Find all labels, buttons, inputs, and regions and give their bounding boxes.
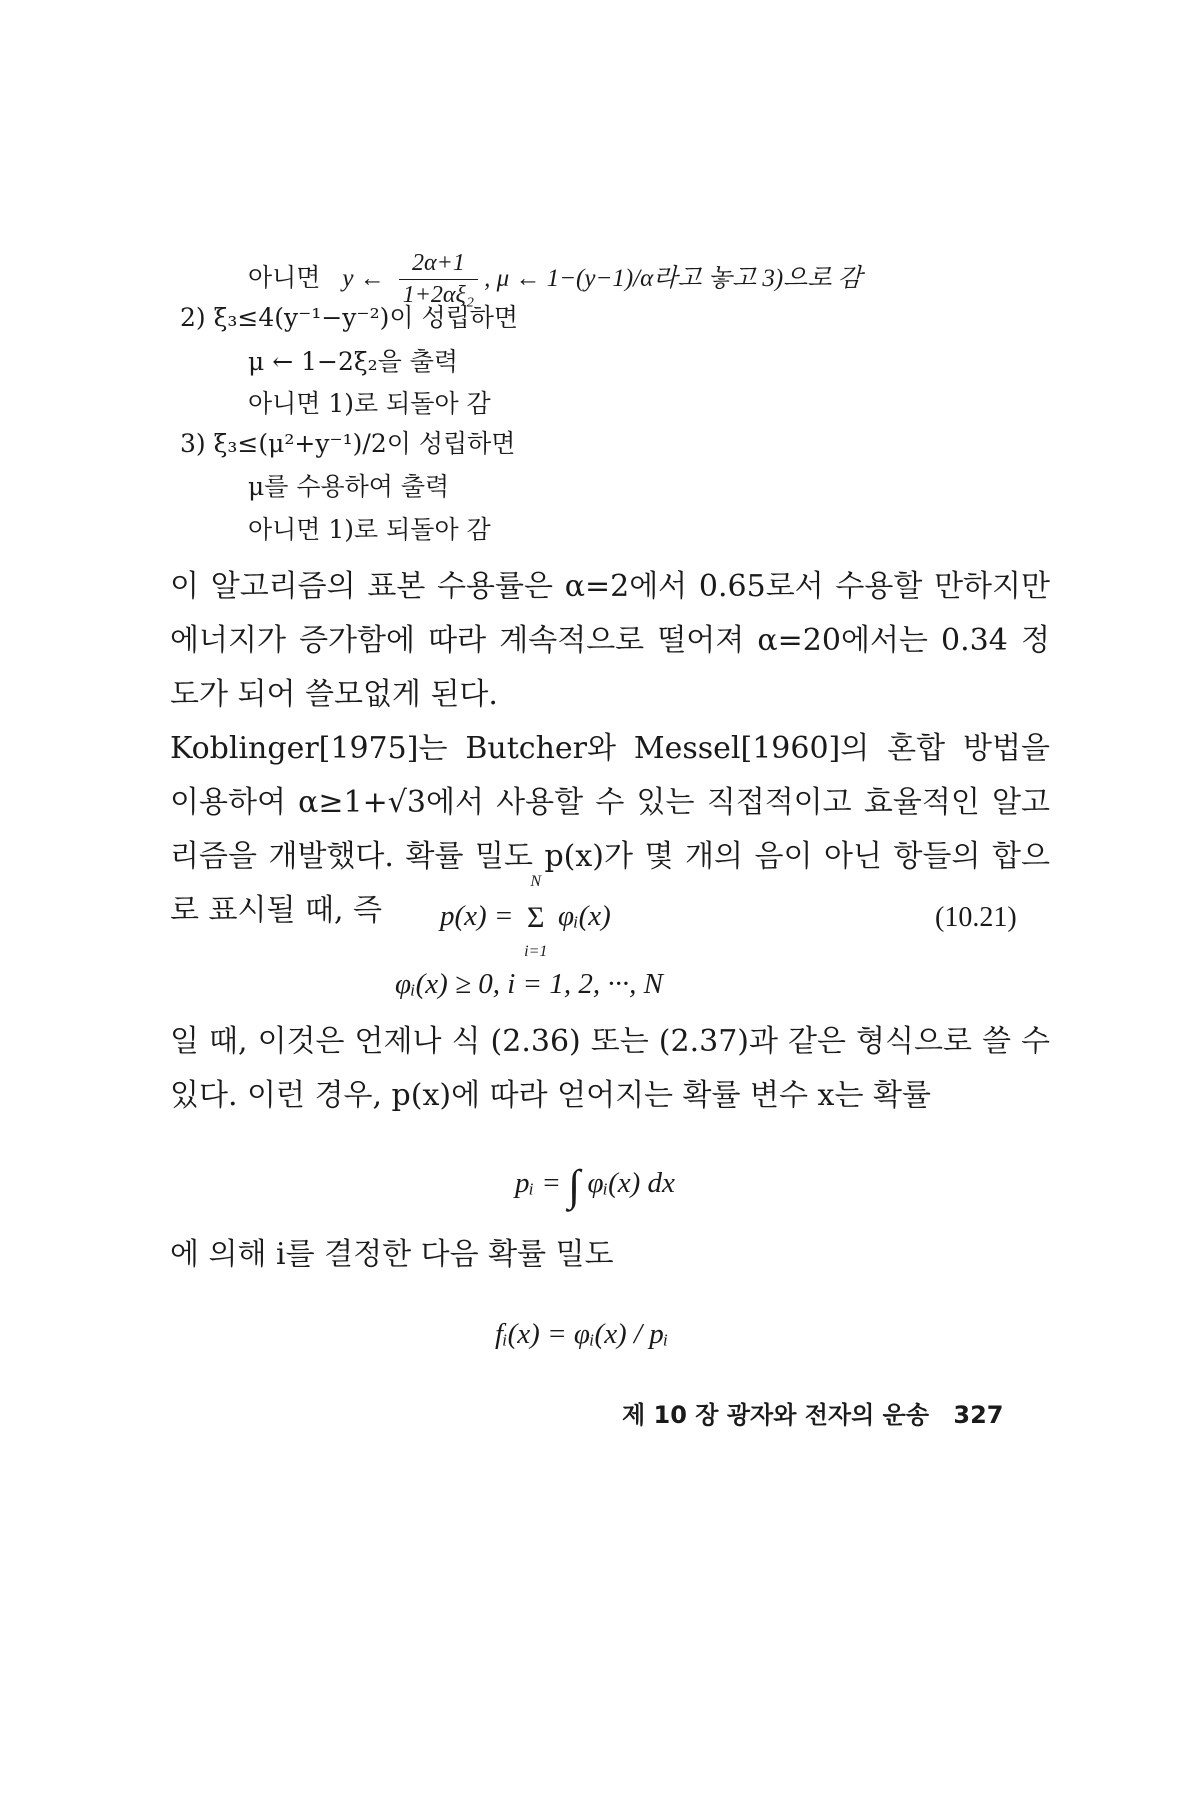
algorithm-step-2: 2) ξ₃≤4(y⁻¹−y⁻²)이 성립하면: [180, 303, 519, 332]
sum-lower-limit: i=1: [524, 943, 548, 961]
paragraph-koblinger: Koblinger[1975]는 Butcher와 Messel[1960]의 혼합 방법을 이용하여 α≥1+√3에서 사용할 수 있는 직접적이고 효율적인 알고리즘을 개발했다. 확률 밀도 p(x)가 몇 개의 음이 아닌 항들의 합으로 표시될 때, 즉: [170, 731, 1050, 928]
algorithm-step-3: 3) ξ₃≤(μ²+y⁻¹)/2이 성립하면: [180, 429, 516, 458]
page-number: 327: [953, 1401, 1004, 1429]
sigma-symbol: Σ: [527, 901, 545, 935]
integral-symbol: ∫: [568, 1161, 581, 1210]
running-footer: [622, 1395, 1003, 1430]
algorithm-line1-lead: 아니면: [248, 263, 321, 292]
paragraph-determine-i: 에 의해 i를 결정한 다음 확률 밀도: [170, 1237, 614, 1272]
algorithm-line1-rest: , μ ← 1−(y−1)/α라고 놓고 3)으로 감: [484, 265, 862, 292]
summation: [521, 873, 551, 961]
equation-density: fᵢ(x) = φᵢ(x) / pᵢ: [495, 1318, 669, 1350]
equation-rhs: φᵢ(x): [558, 900, 611, 932]
equation-10-21: [440, 873, 611, 961]
chapter-title: 제 10 장 광자와 전자의 운송: [622, 1401, 930, 1429]
equation-probability-integral: [515, 1160, 675, 1211]
algorithm-step-3b: 아니면 1)로 되돌아 감: [248, 515, 491, 544]
algorithm-step-2b: 아니면 1)로 되돌아 감: [248, 389, 491, 418]
fraction-numerator: 2α+1: [399, 250, 478, 280]
equation-10-21-condition: φᵢ(x) ≥ 0, i = 1, 2, ···, N: [395, 968, 663, 1000]
algorithm-line1-y: y ←: [342, 265, 385, 292]
sum-upper-limit: N: [530, 873, 542, 891]
equation-number: (10.21): [935, 902, 1017, 933]
paragraph-form: 일 때, 이것은 언제나 식 (2.36) 또는 (2.37)과 같은 형식으로 쓸 수 있다. 이런 경우, p(x)에 따라 얻어지는 확률 변수 x는 확률: [170, 1024, 1050, 1113]
equation-lhs: p(x) =: [440, 900, 514, 932]
fraction-denominator: 1+2αξ₂: [402, 282, 475, 308]
integral-lhs: pᵢ =: [515, 1167, 561, 1199]
integral-rhs: φᵢ(x) dx: [587, 1167, 675, 1199]
algorithm-step-2a: μ ← 1−2ξ₂을 출력: [248, 347, 459, 376]
algorithm-step-3a: μ를 수용하여 출력: [248, 472, 450, 501]
paragraph-acceptance-rate: 이 알고리즘의 표본 수용률은 α=2에서 0.65로서 수용할 만하지만 에너지가 증가함에 따라 계속적으로 떨어져 α=20에서는 0.34 정도가 되어 쓸모없게 된다.: [170, 569, 1050, 712]
